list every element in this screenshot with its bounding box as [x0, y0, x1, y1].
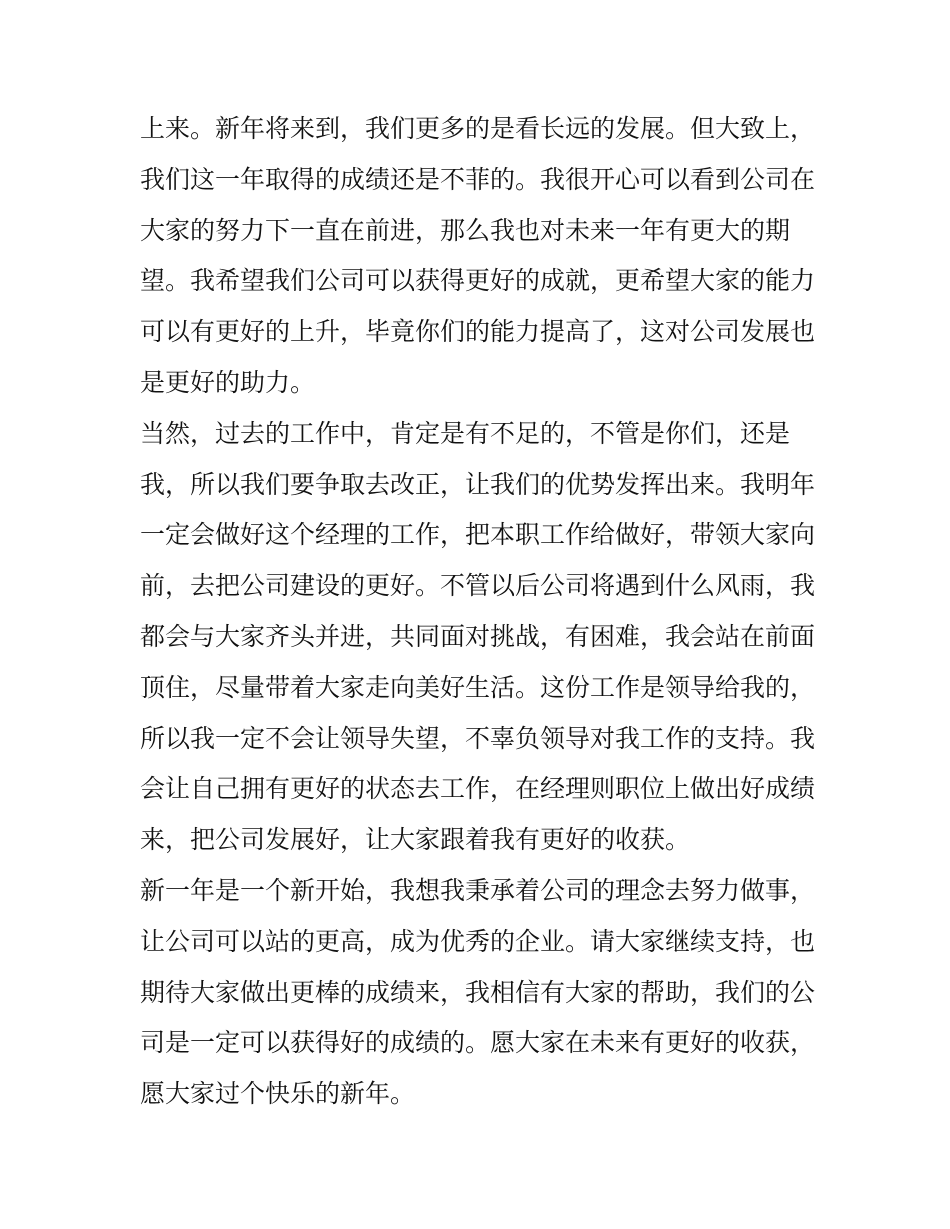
- text-line: 一定会做好这个经理的工作，把本职工作给做好，带领大家向: [140, 520, 816, 550]
- text-line: 是更好的助力。: [140, 367, 316, 397]
- paragraph-2: [140, 409, 820, 866]
- text-line: 都会与大家齐头并进，共同面对挑战，有困难，我会站在前面: [140, 621, 816, 651]
- text-line: 我们这一年取得的成绩还是不菲的。我很开心可以看到公司在: [140, 164, 816, 194]
- text-line: 顶住，尽量带着大家走向美好生活。这份工作是领导给我的，: [140, 672, 816, 702]
- text-line: 会让自己拥有更好的状态去工作，在经理则职位上做出好成绩: [140, 774, 816, 804]
- text-line: 大家的努力下一直在前进，那么我也对未来一年有更大的期: [140, 215, 791, 245]
- text-line: 让公司可以站的更高，成为优秀的企业。请大家继续支持，也: [140, 926, 816, 956]
- document-body: [140, 104, 820, 1120]
- text-line: 当然，过去的工作中，肯定是有不足的，不管是你们，还是: [140, 418, 791, 448]
- text-line: 愿大家过个快乐的新年。: [140, 1079, 416, 1109]
- text-line: 司是一定可以获得好的成绩的。愿大家在未来有更好的收获，: [140, 1028, 816, 1058]
- text-line: 新一年是一个新开始，我想我秉承着公司的理念去努力做事，: [140, 875, 816, 905]
- text-line: 所以我一定不会让领导失望，不辜负领导对我工作的支持。我: [140, 723, 816, 753]
- text-line: 期待大家做出更棒的成绩来，我相信有大家的帮助，我们的公: [140, 977, 816, 1007]
- paragraph-3: [140, 866, 820, 1120]
- text-line: 望。我希望我们公司可以获得更好的成就，更希望大家的能力: [140, 266, 816, 296]
- text-line: 前，去把公司建设的更好。不管以后公司将遇到什么风雨，我: [140, 571, 816, 601]
- text-line: 来，把公司发展好，让大家跟着我有更好的收获。: [140, 825, 691, 855]
- text-line: 上来。新年将来到，我们更多的是看长远的发展。但大致上，: [140, 114, 816, 143]
- text-line: 可以有更好的上升，毕竟你们的能力提高了，这对公司发展也: [140, 317, 816, 347]
- text-line: 我，所以我们要争取去改正，让我们的优势发挥出来。我明年: [140, 469, 816, 499]
- paragraph-1: [140, 104, 820, 409]
